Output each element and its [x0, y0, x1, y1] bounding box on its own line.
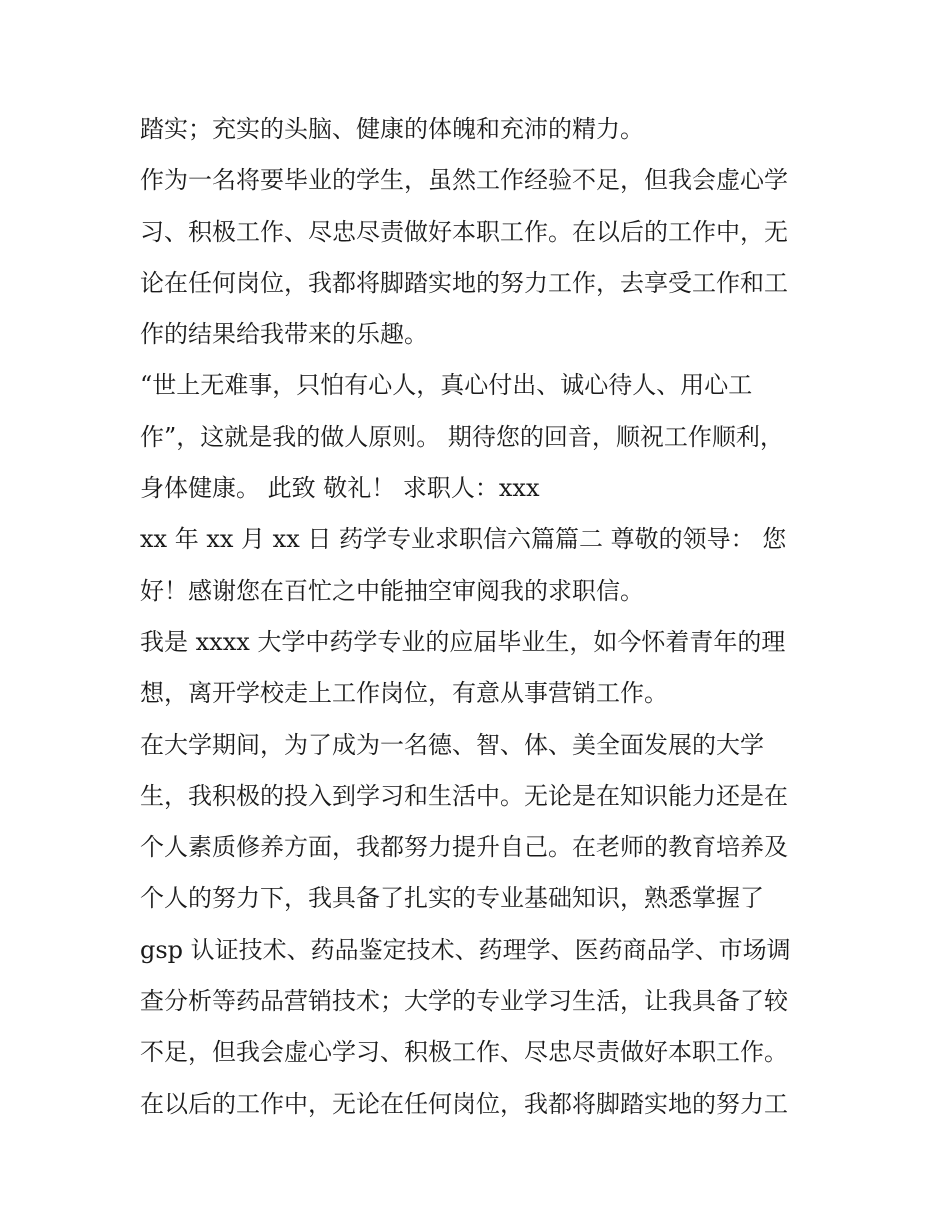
text-line: 习、积极工作、尽忠尽责做好本职工作。在以后的工作中，无: [140, 217, 788, 246]
text-line: 论在任何岗位，我都将脚踏实地的努力工作，去享受工作和工: [140, 268, 788, 297]
text-line: gsp 认证技术、药品鉴定技术、药理学、医药商品学、市场调: [140, 935, 791, 964]
document-body: [140, 104, 830, 1130]
text-line: 个人素质修养方面，我都努力提升自己。在老师的教育培养及: [140, 833, 788, 862]
text-line: 不足，但我会虚心学习、积极工作、尽忠尽责做好本职工作。: [140, 1038, 788, 1067]
text-line: 作”，这就是我的做人原则。 期待您的回音，顺祝工作顺利，: [140, 422, 784, 451]
text-line: 在大学期间，为了成为一名德、智、体、美全面发展的大学: [140, 730, 764, 759]
text-line: 在以后的工作中，无论在任何岗位，我都将脚踏实地的努力工: [140, 1089, 788, 1118]
text-line: 踏实；充实的头脑、健康的体魄和充沛的精力。: [140, 115, 644, 143]
text-line: 想，离开学校走上工作岗位，有意从事营销工作。: [140, 679, 668, 708]
text-line: 个人的努力下，我具备了扎实的专业基础知识，熟悉掌握了: [140, 884, 764, 913]
text-line: “世上无难事，只怕有心人，真心付出、诚心待人、用心工: [140, 371, 753, 400]
text-line: 生，我积极的投入到学习和生活中。无论是在知识能力还是在: [140, 781, 788, 810]
text-line: 作的结果给我带来的乐趣。: [140, 320, 428, 349]
text-line: 作为一名将要毕业的学生，虽然工作经验不足，但我会虚心学: [140, 166, 788, 195]
text-line: 我是 xxxx 大学中药学专业的应届毕业生，如今怀着青年的理: [140, 627, 786, 656]
text-line: 查分析等药品营销技术；大学的专业学习生活，让我具备了较: [140, 987, 788, 1016]
text-line: 身体健康。 此致 敬礼！ 求职人：xxx: [140, 474, 540, 503]
text-line: xx 年 xx 月 xx 日 药学专业求职信六篇篇二 尊敬的领导： 您: [140, 525, 787, 554]
text-line: 好！感谢您在百忙之中能抽空审阅我的求职信。: [140, 576, 644, 605]
